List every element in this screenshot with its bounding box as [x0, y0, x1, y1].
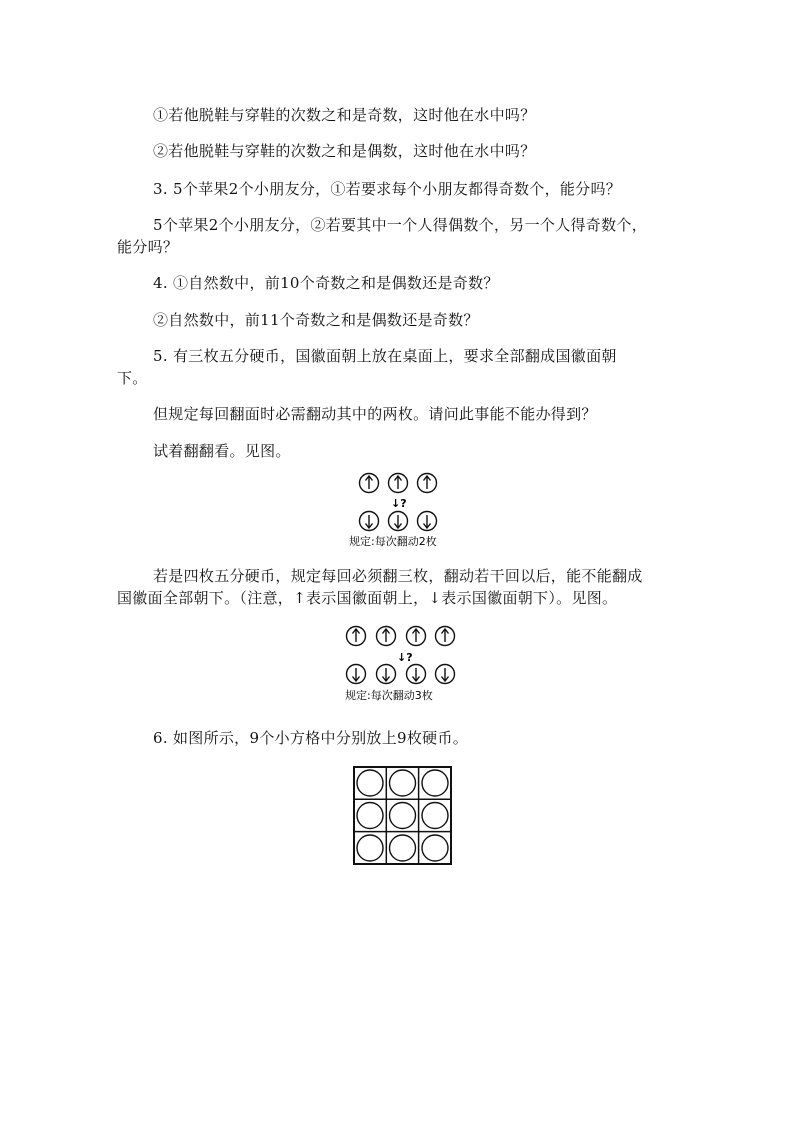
coin-down-icon [377, 665, 396, 684]
coin-down-icon [360, 512, 379, 531]
coin-up-icon [436, 627, 455, 646]
coin-grid-figure [353, 766, 453, 866]
coin-up-icon [389, 474, 408, 493]
question-2b-text: ②若他脱鞋与穿鞋的次数之和是偶数，这时他在水中吗？ [153, 142, 536, 160]
question-mark: ↓? [391, 497, 407, 510]
coin-icon [422, 835, 448, 861]
coin-down-icon [436, 665, 455, 684]
coin-flip-figure-3 [349, 472, 455, 552]
question-2a-text: ①若他脱鞋与穿鞋的次数之和是奇数，这时他在水中吗？ [153, 106, 536, 124]
coin-down-icon [347, 665, 366, 684]
question-4b-text: ②自然数中，前11个奇数之和是偶数还是奇数？ [153, 311, 479, 329]
coin-icon [390, 835, 416, 861]
coin-flip-figure-4 [345, 625, 465, 707]
question-4a-text: 4. ①自然数中，前10个奇数之和是偶数还是奇数？ [153, 274, 499, 292]
coin-up-icon [347, 627, 366, 646]
coin-icon [390, 770, 416, 796]
question-3b-text-line2: 能分吗？ [117, 238, 179, 256]
question-5-rule-text: 但规定每回翻面时必需翻动其中的两枚。请问此事能不能办得到？ [153, 405, 597, 423]
coin-up-icon [418, 474, 437, 493]
coin-icon [422, 770, 448, 796]
grid-border [354, 767, 451, 864]
question-3a-text: 3. 5个苹果2个小朋友分，①若要求每个小朋友都得奇数个，能分吗？ [153, 180, 622, 198]
figure-caption: 规定:每次翻动2枚 [349, 535, 437, 548]
question-6-text: 6. 如图所示，9个小方格中分别放上9枚硬币。 [153, 729, 469, 747]
question-mark: ↓? [397, 651, 413, 664]
coin-up-icon [407, 627, 426, 646]
question-5-four-coins-line2: 国徽面全部朝下。（注意，↑表示国徽面朝上，↓表示国徽面朝下）。见图。 [117, 589, 618, 607]
coin-icon [390, 803, 416, 829]
coin-icon [357, 803, 383, 829]
coin-down-icon [389, 512, 408, 531]
coin-up-icon [377, 627, 396, 646]
question-3b-text-line1: 5个苹果2个小朋友分，②若要其中一个人得偶数个，另一个人得奇数个， [153, 216, 647, 234]
question-5-text-line1: 5. 有三枚五分硬币，国徽面朝上放在桌面上，要求全部翻成国徽面朝 [153, 347, 617, 365]
coin-icon [422, 803, 448, 829]
question-5-four-coins-line1: 若是四枚五分硬币，规定每回必须翻三枚，翻动若干回以后，能不能翻成 [153, 567, 643, 585]
coin-down-icon [407, 665, 426, 684]
question-5-try-text: 试着翻翻看。见图。 [153, 442, 291, 460]
figure-caption: 规定:每次翻动3枚 [345, 689, 433, 702]
question-5-text-line2: 下。 [117, 369, 148, 387]
coin-down-icon [418, 512, 437, 531]
coin-icon [357, 835, 383, 861]
coin-up-icon [360, 474, 379, 493]
coin-icon [357, 770, 383, 796]
